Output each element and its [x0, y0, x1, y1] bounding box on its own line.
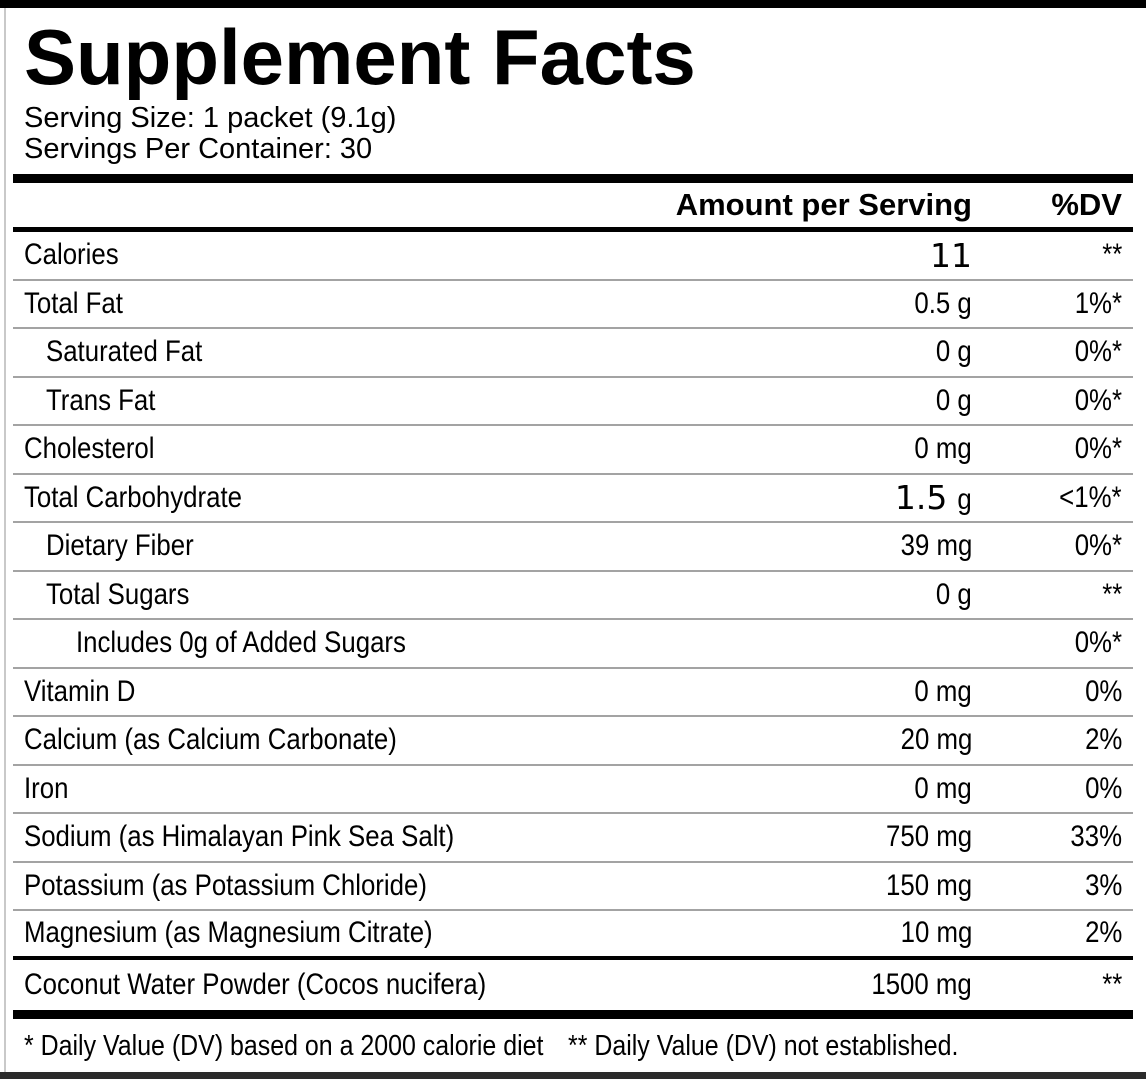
- row-daily-value: 3%: [1084, 868, 1122, 902]
- row-nutrient-name: Calcium (as Calcium Carbonate): [24, 723, 397, 757]
- row-amount: 11: [930, 235, 972, 275]
- table-row: [13, 766, 1133, 815]
- row-nutrient-name: Total Carbohydrate: [24, 480, 242, 514]
- table-body: [13, 232, 1133, 1010]
- header-section-bar: [13, 174, 1133, 183]
- table-row: [13, 572, 1133, 621]
- row-daily-value: 0%*: [1074, 432, 1122, 466]
- row-nutrient-name: Sodium (as Himalayan Pink Sea Salt): [24, 820, 455, 854]
- amount-column-header: Amount per Serving: [675, 187, 972, 222]
- table-row: [13, 911, 1133, 960]
- label-title: Supplement Facts: [24, 13, 696, 101]
- serving-size-line: Serving Size: 1 packet (9.1g): [24, 102, 397, 134]
- table-row: [13, 717, 1133, 766]
- table-row: [13, 814, 1133, 863]
- table-row: [13, 960, 1133, 1010]
- table-row: [13, 378, 1133, 427]
- footnotes: [0, 1019, 1146, 1075]
- row-daily-value: 1%*: [1074, 286, 1122, 320]
- row-amount: 0 mg: [914, 771, 972, 805]
- nutrition-table: [13, 183, 1133, 1010]
- row-amount: 750 mg: [885, 820, 972, 854]
- row-amount: 39 mg: [900, 529, 972, 563]
- row-amount: 0 mg: [914, 674, 972, 708]
- top-border-bar: [0, 0, 1146, 8]
- row-nutrient-name: Dietary Fiber: [46, 529, 194, 563]
- row-nutrient-name: Cholesterol: [24, 432, 155, 466]
- table-row: [13, 426, 1133, 475]
- row-nutrient-name: Vitamin D: [24, 674, 136, 708]
- footnote-dv-basis: * Daily Value (DV) based on a 2000 calorie diet: [24, 1030, 544, 1062]
- table-row: [13, 281, 1133, 330]
- row-nutrient-name: Coconut Water Powder (Cocos nucifera): [24, 967, 487, 1001]
- row-amount: 0 g: [936, 577, 972, 611]
- table-row: [13, 232, 1133, 281]
- row-amount: 0 g: [936, 335, 972, 369]
- row-daily-value: **: [1101, 238, 1122, 272]
- row-daily-value: <1%*: [1059, 480, 1122, 514]
- row-daily-value: **: [1101, 577, 1122, 611]
- row-amount: 150 mg: [885, 868, 972, 902]
- table-row: [13, 329, 1133, 378]
- row-daily-value: **: [1101, 967, 1122, 1001]
- table-row: [13, 669, 1133, 718]
- row-amount: 20 mg: [900, 723, 972, 757]
- left-border-line: [4, 8, 6, 1072]
- table-row: [13, 475, 1133, 524]
- row-amount: 1.5 g: [894, 478, 972, 518]
- row-amount: 0.5 g: [914, 286, 972, 320]
- table-row: [13, 523, 1133, 572]
- row-nutrient-name: Potassium (as Potassium Chloride): [24, 868, 427, 902]
- row-nutrient-name: Calories: [24, 238, 119, 272]
- dv-column-header: %DV: [1051, 187, 1122, 222]
- row-daily-value: 0%*: [1074, 383, 1122, 417]
- row-amount: 0 g: [936, 383, 972, 417]
- footnote-dv-not-established: ** Daily Value (DV) not established.: [568, 1030, 959, 1062]
- row-amount: 10 mg: [900, 916, 972, 950]
- table-row: [13, 863, 1133, 912]
- row-daily-value: 0%: [1084, 771, 1122, 805]
- row-daily-value: 33%: [1070, 820, 1122, 854]
- row-daily-value: 0%*: [1074, 335, 1122, 369]
- table-row: [13, 620, 1133, 669]
- footer-section-bar: [13, 1010, 1133, 1019]
- row-nutrient-name: Includes 0g of Added Sugars: [76, 626, 406, 660]
- row-amount: 0 mg: [914, 432, 972, 466]
- table-header-row: [13, 183, 1133, 232]
- row-daily-value: 0%: [1084, 674, 1122, 708]
- row-nutrient-name: Magnesium (as Magnesium Citrate): [24, 916, 433, 950]
- row-daily-value: 2%: [1084, 723, 1122, 757]
- row-amount: 1500 mg: [871, 967, 972, 1001]
- row-daily-value: 0%*: [1074, 529, 1122, 563]
- bottom-border-bar: [0, 1072, 1146, 1079]
- row-nutrient-name: Total Sugars: [46, 577, 190, 611]
- row-nutrient-name: Iron: [24, 771, 69, 805]
- row-nutrient-name: Trans Fat: [46, 383, 156, 417]
- servings-per-container-line: Servings Per Container: 30: [24, 133, 373, 165]
- row-daily-value: 2%: [1084, 916, 1122, 950]
- row-nutrient-name: Total Fat: [24, 286, 123, 320]
- row-daily-value: 0%*: [1074, 626, 1122, 660]
- row-nutrient-name: Saturated Fat: [46, 335, 203, 369]
